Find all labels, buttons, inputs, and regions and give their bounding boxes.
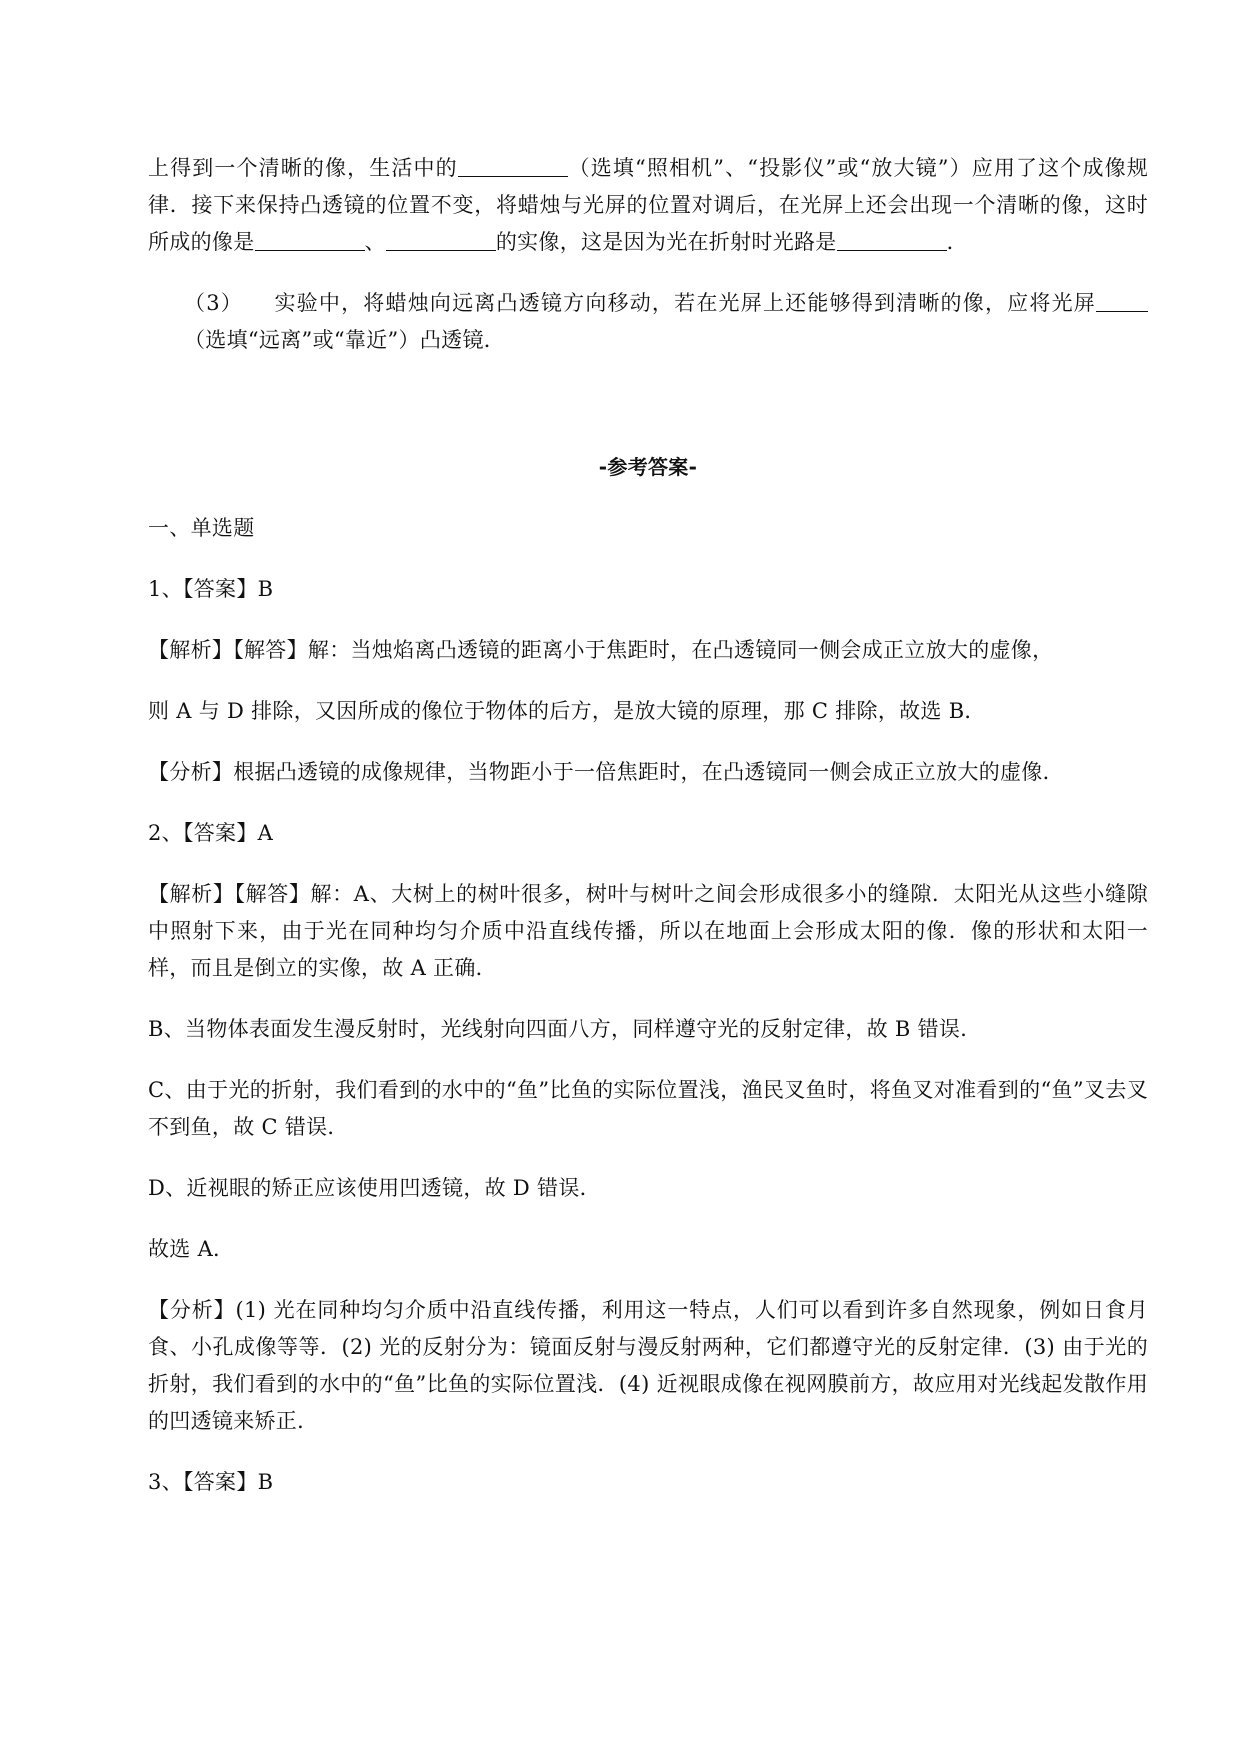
question-paragraph-3: （3） 实验中，将蜡烛向远离凸透镜方向移动，若在光屏上还能够得到清晰的像，应将光屏（选填“远离”或“靠近”）凸透镜． bbox=[148, 285, 1148, 359]
answer-blank bbox=[255, 229, 365, 251]
answer-2-option-c: C、由于光的折射，我们看到的水中的“鱼”比鱼的实际位置浅，渔民叉鱼时，将鱼叉对准看到的“鱼”叉去叉不到鱼，故 C 错误． bbox=[148, 1078, 1148, 1139]
section-title: 一、单选题 bbox=[148, 516, 255, 540]
answer-2-reasoning: 【分析】(1) 光在同种均匀介质中沿直线传播，利用这一特点，人们可以看到许多自然现象，例如日食月食、小孔成像等等．(2) 光的反射分为：镜面反射与漫反射两种，它们都遵守光的反射定律．(3) 由于光的折射，我们看到的水中的“鱼”比鱼的实际位置浅．(4) 近视眼成像在视网膜前方，故应用对光线起发散作用的凹透镜来矫正． bbox=[148, 1298, 1148, 1433]
answer-blank bbox=[837, 229, 947, 251]
answer-1-reasoning: 【分析】根据凸透镜的成像规律，当物距小于一倍焦距时，在凸透镜同一侧会成正立放大的虚像． bbox=[148, 760, 1064, 784]
answer-2-conclusion: 故选 A． bbox=[148, 1237, 235, 1261]
answer-2-analysis: 【解析】【解答】解：A、大树上的树叶很多，树叶与树叶之间会形成很多小的缝隙．太阳光从这些小缝隙中照射下来，由于光在同种均匀介质中沿直线传播，所以在地面上会形成太阳的像．像的形状和太阳一样，而且是倒立的实像，故 A 正确． bbox=[148, 882, 1148, 980]
answer-blank bbox=[386, 229, 496, 251]
answer-1-label: 1、【答案】B bbox=[148, 577, 274, 601]
answer-2-option-d: D、近视眼的矫正应该使用凹透镜，故 D 错误． bbox=[148, 1176, 601, 1200]
answer-blank bbox=[1096, 290, 1148, 312]
answer-1-analysis: 【解析】【解答】解：当烛焰离凸透镜的距离小于焦距时，在凸透镜同一侧会成正立放大的虚像， bbox=[148, 638, 1054, 662]
answer-1-analysis-cont: 则 A 与 D 排除，又因所成的像位于物体的后方，是放大镜的原理，那 C 排除，故选 B． bbox=[148, 699, 986, 723]
document-page bbox=[148, 150, 1148, 1501]
answer-blank bbox=[458, 155, 568, 177]
answer-3-label: 3、【答案】B bbox=[148, 1470, 274, 1494]
answer-heading: -参考答案- bbox=[598, 455, 698, 479]
question-paragraph-2-cont: 上得到一个清晰的像，生活中的 （选填“照相机”、“投影仪”或“放大镜”）应用了这个成像规律．接下来保持凸透镜的位置不变，将蜡烛与光屏的位置对调后，在光屏上还会出现一个清晰的像，这时所成的像是 、 的实像，这是因为光在折射时光路是 ． bbox=[148, 156, 1148, 254]
answer-2-option-b: B、当物体表面发生漫反射时，光线射向四面八方，同样遵守光的反射定律，故 B 错误． bbox=[148, 1017, 982, 1041]
answer-2-label: 2、【答案】A bbox=[148, 821, 274, 845]
